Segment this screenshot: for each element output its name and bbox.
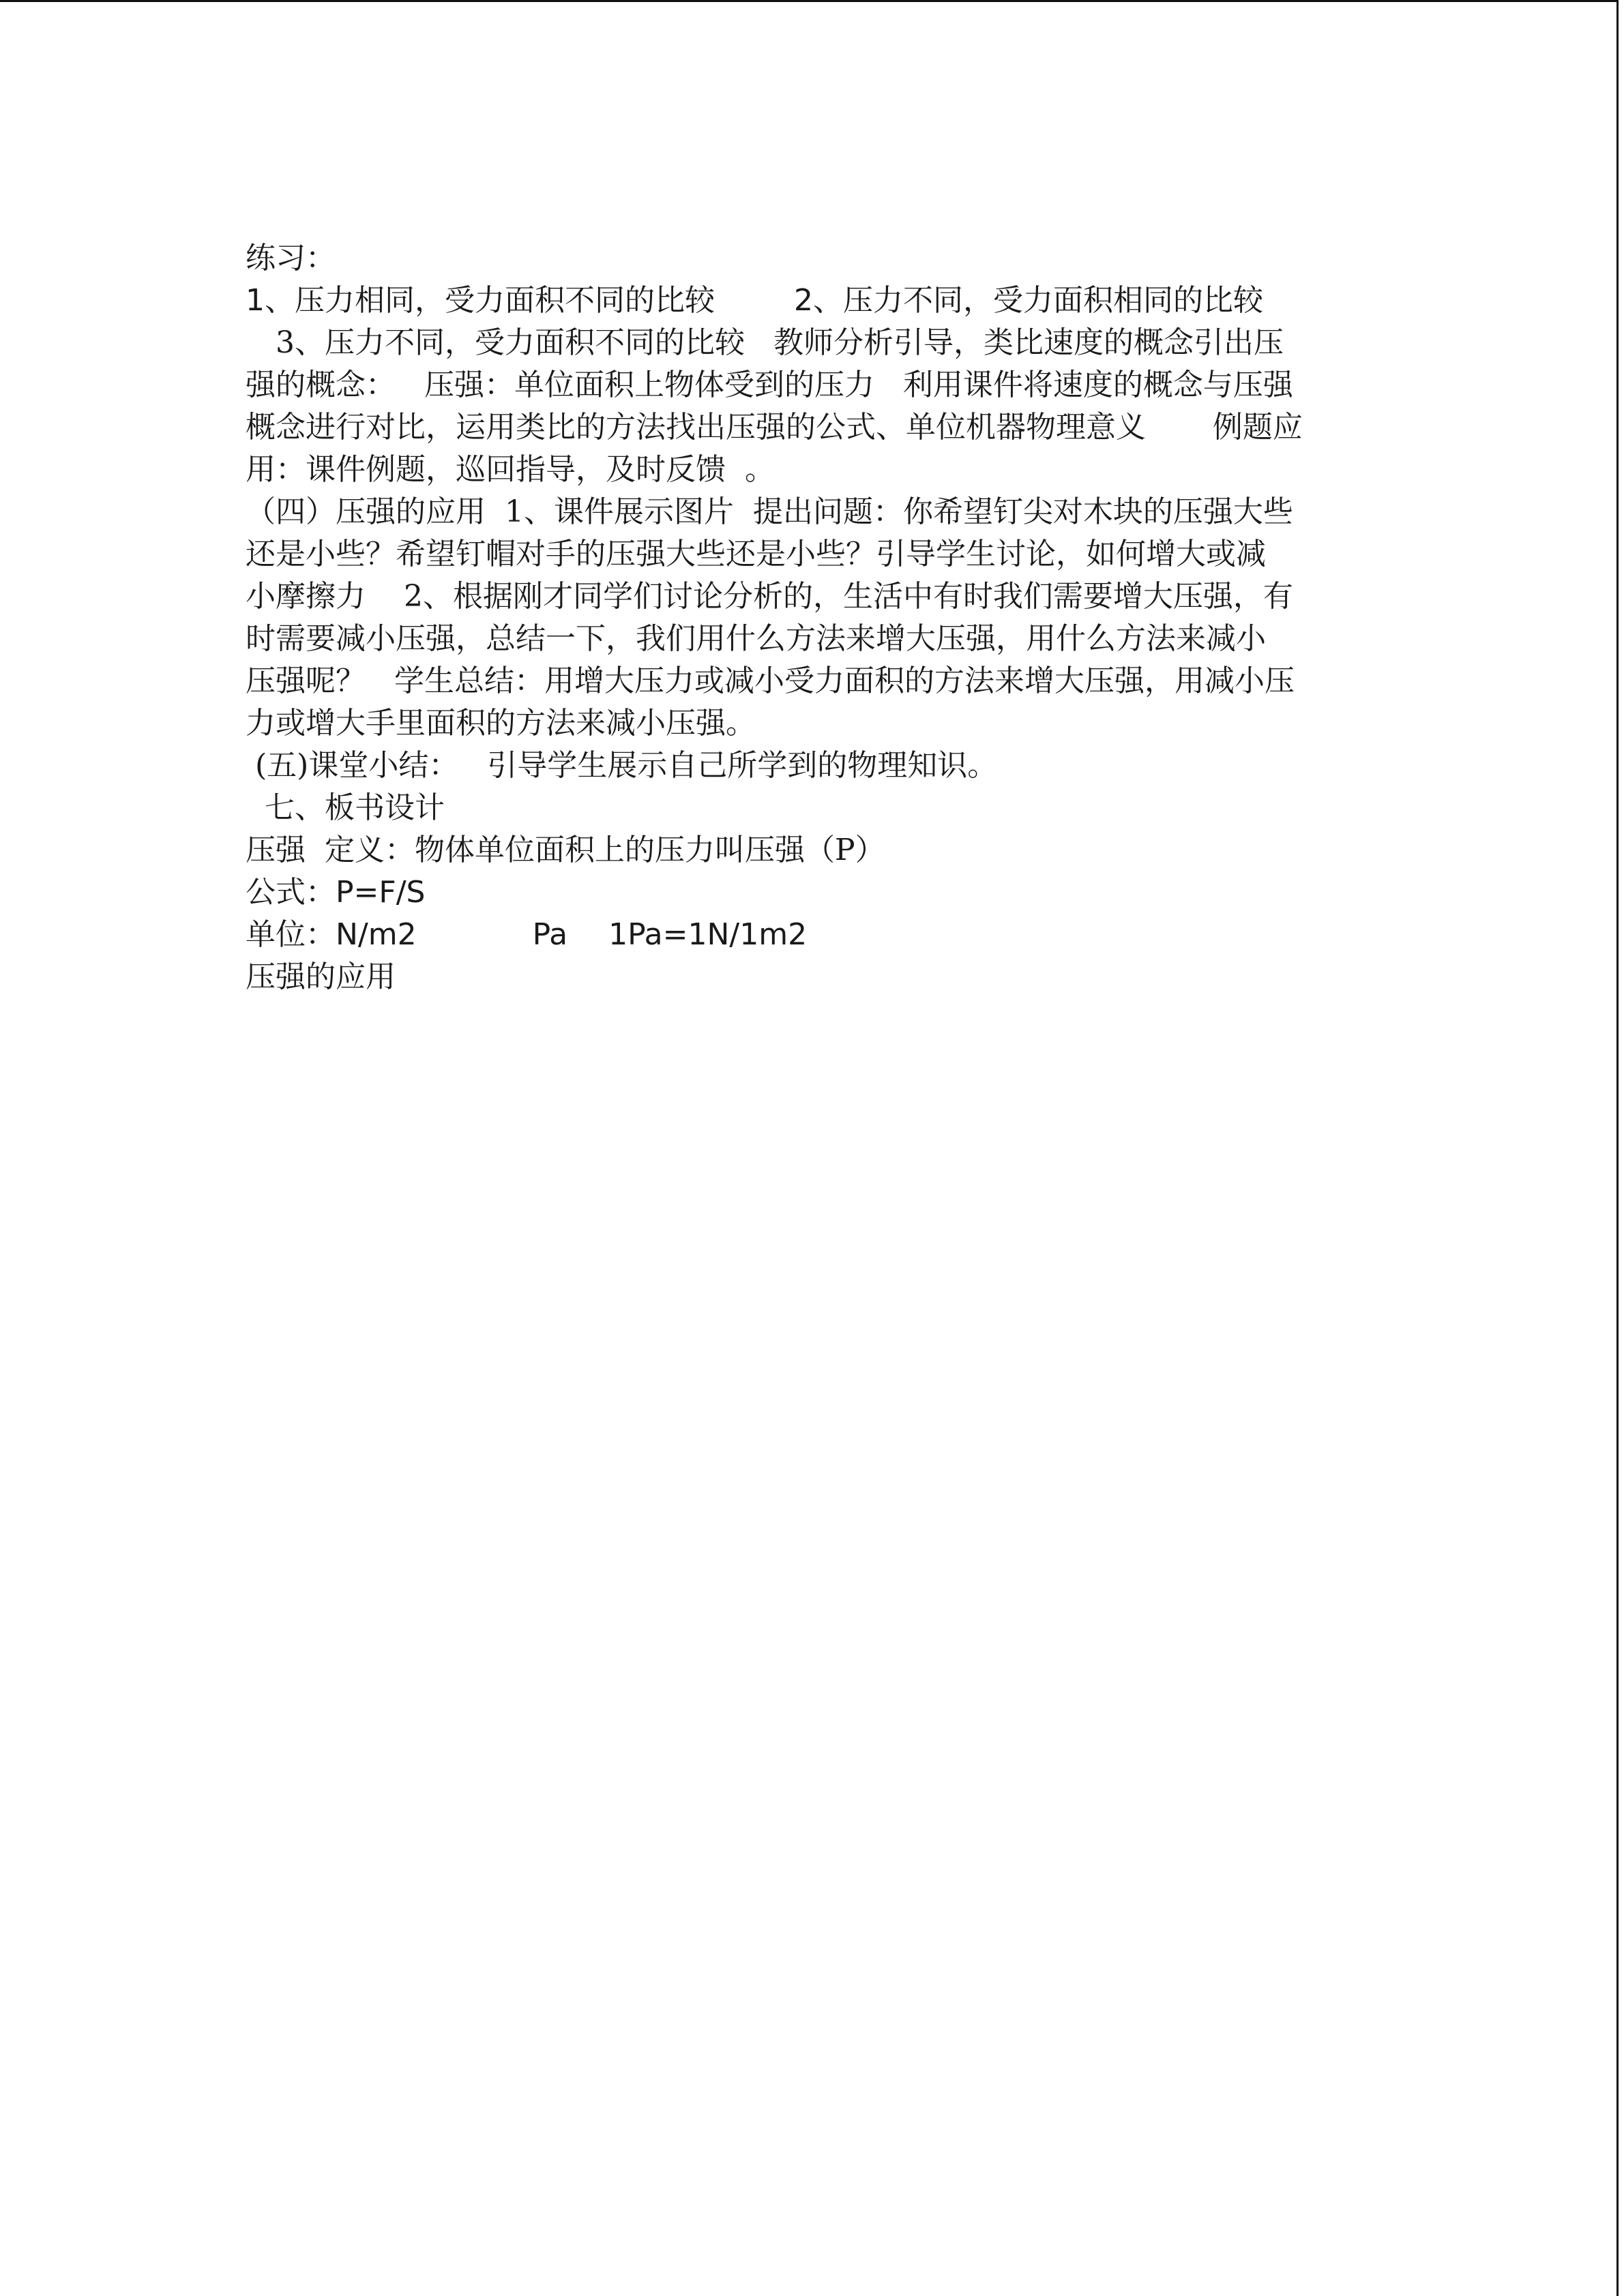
text-line: 力或增大手里面积的方法来减小压强。 <box>246 706 756 741</box>
text-line: 小摩擦力 2、根据刚才同学们讨论分析的，生活中有时我们需要增大压强，有 <box>246 579 1293 614</box>
practice-heading: 练习： <box>246 241 336 275</box>
text-line: 3、压力不同，受力面积不同的比较 教师分析引导，类比速度的概念引出压 <box>246 325 1284 360</box>
unit-label: 单位： <box>246 917 336 952</box>
text-line: 用：课件例题，巡回指导，及时反馈 。 <box>246 452 775 487</box>
unit-conversion: 1Pa=1N/1m2 <box>608 917 808 952</box>
definition-line: 压强 定义：物体单位面积上的压力叫压强（P） <box>246 833 885 867</box>
unit-value-pa: Pa <box>532 917 568 952</box>
text-line: 压强呢？ 学生总结：用增大压力或减小受力面积的方法来增大压强，用减小压 <box>246 664 1295 698</box>
text-line: 还是小些？希望钉帽对手的压强大些还是小些？引导学生讨论，如何增大或减 <box>246 537 1266 571</box>
unit-value-si: N/m2 <box>336 917 417 952</box>
text-line: 强的概念： 压强：单位面积上物体受到的压力 利用课件将速度的概念与压强 <box>246 368 1293 402</box>
board-design-heading: 七、板书设计 <box>246 790 445 825</box>
formula-label: 公式： <box>246 875 336 910</box>
text-line: （四）压强的应用 1、课件展示图片 提出问题：你希望钉尖对木块的压强大些 <box>246 494 1293 529</box>
comparison-item-2: 2、压力不同，受力面积相同的比较 <box>794 283 1263 318</box>
text-line: 时需要减小压强，总结一下，我们用什么方法来增大压强，用什么方法来减小 <box>246 621 1266 656</box>
class-summary-line: (五)课堂小结： 引导学生展示自己所学到的物理知识。 <box>246 748 998 783</box>
application-line: 压强的应用 <box>246 959 396 994</box>
text-line: 概念进行对比，运用类比的方法找出压强的公式、单位机器物理意义 例题应 <box>246 410 1303 445</box>
formula-line <box>246 871 1391 914</box>
comparison-item-1: 1、压力相同，受力面积不同的比较 <box>246 283 715 318</box>
comparison-line <box>246 280 1391 322</box>
document-body <box>246 237 1391 998</box>
unit-line <box>246 914 1391 956</box>
formula-value: P=F/S <box>336 875 426 910</box>
